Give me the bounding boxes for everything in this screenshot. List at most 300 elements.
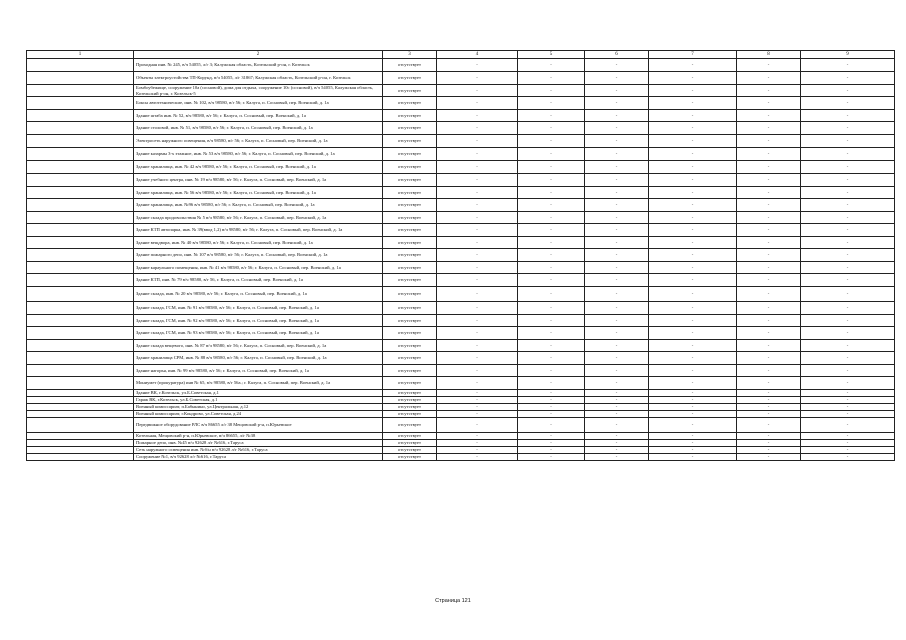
dash-cell: - xyxy=(585,85,649,97)
dash-cell: - xyxy=(649,148,737,161)
object-description: Здание склада, инв. № 20 в/ч 98580, в/г 56; г. Калуга, п. Сосновый, пер. Военский, д. 1а xyxy=(134,287,383,302)
dash-cell: - xyxy=(518,97,585,110)
dash-cell: - xyxy=(518,352,585,365)
dash-cell: - xyxy=(518,122,585,135)
column-header: 6 xyxy=(585,51,649,59)
dash-cell: - xyxy=(649,174,737,187)
dash-cell: - xyxy=(801,440,895,447)
dash-cell: - xyxy=(649,135,737,148)
table-row xyxy=(27,390,895,397)
table-row xyxy=(27,85,895,97)
dash-cell: - xyxy=(437,199,518,212)
column-header: 3 xyxy=(383,51,437,59)
object-description: Здание КТП, инв. № 79 в/ч 98580, в/г 56, г. Калуга, п. Сосновый, пер. Военский, д. 1а xyxy=(134,274,383,287)
dash-cell: - xyxy=(518,110,585,122)
dash-cell: - xyxy=(737,212,801,224)
table-row xyxy=(27,212,895,224)
dash-cell: - xyxy=(649,365,737,377)
dash-cell: - xyxy=(649,237,737,249)
dash-cell: - xyxy=(437,377,518,390)
dash-cell: - xyxy=(649,377,737,390)
table-row xyxy=(27,340,895,352)
dash-cell: - xyxy=(518,224,585,237)
table-row xyxy=(27,315,895,327)
dash-cell: - xyxy=(649,454,737,461)
dash-cell: - xyxy=(801,454,895,461)
table-row xyxy=(27,224,895,237)
dash-cell: - xyxy=(518,72,585,85)
dash-cell: - xyxy=(585,327,649,340)
dash-cell: - xyxy=(518,199,585,212)
dash-cell: - xyxy=(737,97,801,110)
status-cell: отсутствует xyxy=(383,85,437,97)
dash-cell: - xyxy=(801,327,895,340)
row-number-cell xyxy=(27,237,134,249)
dash-cell: - xyxy=(585,340,649,352)
dash-cell: - xyxy=(585,262,649,274)
dash-cell: - xyxy=(737,72,801,85)
status-cell: отсутствует xyxy=(383,390,437,397)
dash-cell: - xyxy=(585,404,649,411)
dash-cell: - xyxy=(518,212,585,224)
status-cell: отсутствует xyxy=(383,224,437,237)
dash-cell: - xyxy=(437,274,518,287)
row-number-cell xyxy=(27,122,134,135)
dash-cell: - xyxy=(801,287,895,302)
row-number-cell xyxy=(27,418,134,433)
status-cell: отсутствует xyxy=(383,377,437,390)
dash-cell: - xyxy=(801,237,895,249)
dash-cell: - xyxy=(585,110,649,122)
dash-cell: - xyxy=(737,440,801,447)
dash-cell: - xyxy=(649,161,737,174)
dash-cell: - xyxy=(518,404,585,411)
row-number-cell xyxy=(27,365,134,377)
dash-cell: - xyxy=(649,418,737,433)
dash-cell: - xyxy=(801,433,895,440)
dash-cell: - xyxy=(437,72,518,85)
dash-cell: - xyxy=(585,148,649,161)
column-header: 1 xyxy=(27,51,134,59)
dash-cell: - xyxy=(585,72,649,85)
status-cell: отсутствует xyxy=(383,352,437,365)
dash-cell: - xyxy=(585,59,649,72)
object-description: Здание хранилища СРМ, инв. № 88 в/ч 98580, в/г 56; г. Калуга, п. Сосновый, пер. Военский, д. 1а xyxy=(134,352,383,365)
table-row xyxy=(27,122,895,135)
dash-cell: - xyxy=(437,440,518,447)
dash-cell: - xyxy=(737,397,801,404)
row-number-cell xyxy=(27,212,134,224)
object-description: Гараж ВК, г.Козельск, ул.Б.Советская, д.1 xyxy=(134,397,383,404)
dash-cell: - xyxy=(437,174,518,187)
dash-cell: - xyxy=(737,148,801,161)
object-description: Сеть наружного освещения инв. №б/н в/ч 92628 л/г №616, г.Таруса xyxy=(134,447,383,454)
dash-cell: - xyxy=(737,418,801,433)
dash-cell: - xyxy=(737,454,801,461)
row-number-cell xyxy=(27,447,134,454)
row-number-cell xyxy=(27,454,134,461)
dash-cell: - xyxy=(437,454,518,461)
status-cell: отсутствует xyxy=(383,249,437,262)
dash-cell: - xyxy=(649,85,737,97)
object-description: Объекты электроустойства ТП-Корунд, в/ч 54055, л/г 31867; Калужская область, Козельский р-он, г. Козельск xyxy=(134,72,383,85)
dash-cell: - xyxy=(649,187,737,199)
status-cell: отсутствует xyxy=(383,433,437,440)
dash-cell: - xyxy=(437,262,518,274)
dash-cell: - xyxy=(801,411,895,418)
dash-cell: - xyxy=(649,433,737,440)
dash-cell: - xyxy=(585,161,649,174)
object-description: Военный комиссариат, г.Кондрово, ул.Советская, д.24 xyxy=(134,411,383,418)
table-row xyxy=(27,433,895,440)
row-number-cell xyxy=(27,404,134,411)
dash-cell: - xyxy=(801,418,895,433)
table-row xyxy=(27,187,895,199)
status-cell: отсутствует xyxy=(383,440,437,447)
dash-cell: - xyxy=(437,249,518,262)
status-cell: отсутствует xyxy=(383,315,437,327)
dash-cell: - xyxy=(801,174,895,187)
dash-cell: - xyxy=(801,352,895,365)
table-row xyxy=(27,365,895,377)
status-cell: отсутствует xyxy=(383,327,437,340)
object-description: Здание пожарного депо, инв. № 107 в/ч 98580, в/г 56; г. Калуга, п. Сосновый, пер. Военский, д. 1а xyxy=(134,249,383,262)
dash-cell: - xyxy=(437,340,518,352)
dash-cell: - xyxy=(801,110,895,122)
status-cell: отсутствует xyxy=(383,161,437,174)
dash-cell: - xyxy=(737,199,801,212)
table-row xyxy=(27,397,895,404)
row-number-cell xyxy=(27,224,134,237)
dash-cell: - xyxy=(437,148,518,161)
dash-cell: - xyxy=(437,212,518,224)
row-number-cell xyxy=(27,390,134,397)
table-row xyxy=(27,148,895,161)
object-description: Здание учебного центра, инв. № 19 в/ч 98580, в/г 56; г. Калуга, п. Сосновый, пер. Военский, д. 1а xyxy=(134,174,383,187)
table-row xyxy=(27,411,895,418)
table-row xyxy=(27,274,895,287)
dash-cell: - xyxy=(801,212,895,224)
dash-cell: - xyxy=(801,274,895,287)
dash-cell: - xyxy=(737,287,801,302)
dash-cell: - xyxy=(585,122,649,135)
dash-cell: - xyxy=(518,315,585,327)
status-cell: отсутствует xyxy=(383,397,437,404)
object-description: Здание караульного помещения, инв. № 41 в/ч 98580, в/г 56; г. Калуга, п. Сосновый, пер. Военский, д. 1а xyxy=(134,262,383,274)
status-cell: отсутствует xyxy=(383,262,437,274)
dash-cell: - xyxy=(737,315,801,327)
dash-cell: - xyxy=(801,85,895,97)
dash-cell: - xyxy=(437,302,518,315)
dash-cell: - xyxy=(585,224,649,237)
dash-cell: - xyxy=(737,352,801,365)
column-header: 5 xyxy=(518,51,585,59)
object-description: Котельная, Мещовский р-н, п.Юрьевское, в/ч 86655, л/г №38 xyxy=(134,433,383,440)
dash-cell: - xyxy=(649,72,737,85)
object-description: Сооружение №1, в/ч 92628 л/г №616, г.Таруса xyxy=(134,454,383,461)
dash-cell: - xyxy=(585,287,649,302)
status-cell: отсутствует xyxy=(383,454,437,461)
dash-cell: - xyxy=(437,187,518,199)
dash-cell: - xyxy=(649,97,737,110)
dash-cell: - xyxy=(437,97,518,110)
object-description: Военный комиссариат, п.Бабынино, ул.Центральная, д.12 xyxy=(134,404,383,411)
status-cell: отсутствует xyxy=(383,187,437,199)
dash-cell: - xyxy=(437,122,518,135)
row-number-cell xyxy=(27,433,134,440)
status-cell: отсутствует xyxy=(383,237,437,249)
dash-cell: - xyxy=(737,327,801,340)
table-row xyxy=(27,262,895,274)
dash-cell: - xyxy=(437,135,518,148)
dash-cell: - xyxy=(585,397,649,404)
dash-cell: - xyxy=(801,390,895,397)
dash-cell: - xyxy=(518,418,585,433)
dash-cell: - xyxy=(801,377,895,390)
dash-cell: - xyxy=(737,135,801,148)
row-number-cell xyxy=(27,287,134,302)
column-header: 9 xyxy=(801,51,895,59)
dash-cell: - xyxy=(801,97,895,110)
status-cell: отсутствует xyxy=(383,404,437,411)
dash-cell: - xyxy=(801,161,895,174)
dash-cell: - xyxy=(737,187,801,199)
table-row xyxy=(27,302,895,315)
object-description: Электросеть наружного освещения, в/ч 98580, в/г 56; г. Калуга, п. Сосновый, пер. Военский, д. 1а xyxy=(134,135,383,148)
dash-cell: - xyxy=(518,433,585,440)
object-description: Здание вещдвора, инв. № 40 в/ч 98580, в/г 56; г. Калуга, п. Сосновый, пер. Военский, д. 1а xyxy=(134,237,383,249)
dash-cell: - xyxy=(518,287,585,302)
row-number-cell xyxy=(27,59,134,72)
dash-cell: - xyxy=(585,365,649,377)
table-row xyxy=(27,352,895,365)
status-cell: отсутствует xyxy=(383,148,437,161)
dash-cell: - xyxy=(737,404,801,411)
row-number-cell xyxy=(27,72,134,85)
status-cell: отсутствует xyxy=(383,287,437,302)
dash-cell: - xyxy=(649,59,737,72)
status-cell: отсутствует xyxy=(383,418,437,433)
dash-cell: - xyxy=(801,447,895,454)
dash-cell: - xyxy=(585,199,649,212)
status-cell: отсутствует xyxy=(383,411,437,418)
dash-cell: - xyxy=(437,110,518,122)
status-cell: отсутствует xyxy=(383,135,437,148)
dash-cell: - xyxy=(649,411,737,418)
dash-cell: - xyxy=(801,397,895,404)
row-number-cell xyxy=(27,249,134,262)
dash-cell: - xyxy=(649,274,737,287)
row-number-cell xyxy=(27,161,134,174)
dash-cell: - xyxy=(585,418,649,433)
dash-cell: - xyxy=(649,199,737,212)
dash-cell: - xyxy=(585,249,649,262)
dash-cell: - xyxy=(801,340,895,352)
object-description: Мониумет (прокуратура) инв № 65, в/ч 98580, в/г 56а.; г. Калуга, п. Сосновый, пер. Военский, д. 1а xyxy=(134,377,383,390)
dash-cell: - xyxy=(518,237,585,249)
dash-cell: - xyxy=(737,161,801,174)
column-header: 4 xyxy=(437,51,518,59)
dash-cell: - xyxy=(801,315,895,327)
dash-cell: - xyxy=(801,59,895,72)
table-row xyxy=(27,72,895,85)
dash-cell: - xyxy=(649,302,737,315)
dash-cell: - xyxy=(737,110,801,122)
row-number-cell xyxy=(27,302,134,315)
table-row xyxy=(27,440,895,447)
dash-cell: - xyxy=(649,212,737,224)
dash-cell: - xyxy=(649,340,737,352)
status-cell: отсутствует xyxy=(383,340,437,352)
row-number-cell xyxy=(27,327,134,340)
table-row xyxy=(27,135,895,148)
table-row xyxy=(27,249,895,262)
dash-cell: - xyxy=(518,365,585,377)
dash-cell: - xyxy=(585,390,649,397)
dash-cell: - xyxy=(518,59,585,72)
table-row xyxy=(27,377,895,390)
table-row xyxy=(27,199,895,212)
dash-cell: - xyxy=(437,161,518,174)
row-number-cell xyxy=(27,97,134,110)
dash-cell: - xyxy=(649,262,737,274)
dash-cell: - xyxy=(737,122,801,135)
dash-cell: - xyxy=(518,340,585,352)
dash-cell: - xyxy=(585,454,649,461)
dash-cell: - xyxy=(737,237,801,249)
status-cell: отсутствует xyxy=(383,110,437,122)
dash-cell: - xyxy=(585,135,649,148)
column-header: 7 xyxy=(649,51,737,59)
dash-cell: - xyxy=(801,122,895,135)
dash-cell: - xyxy=(437,85,518,97)
row-number-cell xyxy=(27,262,134,274)
register-table xyxy=(26,50,895,461)
status-cell: отсутствует xyxy=(383,274,437,287)
dash-cell: - xyxy=(801,302,895,315)
dash-cell: - xyxy=(518,411,585,418)
dash-cell: - xyxy=(585,274,649,287)
dash-cell: - xyxy=(437,411,518,418)
object-description: Здание столовой, инв. № 51, в/ч 98580, в/г 56; г. Калуга, п. Сосновый, пер. Военский, д. 1а xyxy=(134,122,383,135)
table-row xyxy=(27,174,895,187)
dash-cell: - xyxy=(801,404,895,411)
table-row xyxy=(27,447,895,454)
column-header: 8 xyxy=(737,51,801,59)
header-row xyxy=(27,51,895,59)
dash-cell: - xyxy=(518,161,585,174)
table-row xyxy=(27,327,895,340)
object-description: Здание склада вещевого, инв. № 87 в/ч 98580, в/г 56; г. Калуга, п. Сосновый, пер. Военский, д. 1а xyxy=(134,340,383,352)
dash-cell: - xyxy=(649,397,737,404)
status-cell: отсутствует xyxy=(383,122,437,135)
dash-cell: - xyxy=(801,187,895,199)
dash-cell: - xyxy=(737,390,801,397)
object-description: Здание склада продовольствия № 5 в/ч 98580, в/г 56; г. Калуга, п. Сосновый, пер. Военский, д. 1а xyxy=(134,212,383,224)
dash-cell: - xyxy=(585,315,649,327)
dash-cell: - xyxy=(585,440,649,447)
dash-cell: - xyxy=(518,249,585,262)
object-description: Боксы автотехнические, инв. № 102, в/ч 98580, в/г 56; г. Калуга, п. Сосновый, пер. Военский, д. 1а xyxy=(134,97,383,110)
object-description: Здание хранилища, инв. №96 в/ч 98580, в/г 56; г. Калуга, п. Сосновый, пер. Военский, д. 1а xyxy=(134,199,383,212)
dash-cell: - xyxy=(518,447,585,454)
dash-cell: - xyxy=(737,224,801,237)
dash-cell: - xyxy=(737,377,801,390)
dash-cell: - xyxy=(649,224,737,237)
dash-cell: - xyxy=(437,418,518,433)
row-number-cell xyxy=(27,352,134,365)
dash-cell: - xyxy=(737,411,801,418)
page-footer: Страница 121 xyxy=(435,598,471,604)
dash-cell: - xyxy=(437,447,518,454)
dash-cell: - xyxy=(585,411,649,418)
dash-cell: - xyxy=(649,390,737,397)
object-description: Здание склада, ГСМ, инв. № 92 в/ч 98580, в/г 56; г. Калуга, п. Сосновый, пер. Военский, д. 1а xyxy=(134,315,383,327)
object-description: Здание склада, ГСМ, инв. № 91 в/ч 98580, в/г 56; г. Калуга, п. Сосновый, пер. Военский, д. 1а xyxy=(134,302,383,315)
dash-cell: - xyxy=(585,237,649,249)
row-number-cell xyxy=(27,340,134,352)
dash-cell: - xyxy=(801,249,895,262)
dash-cell: - xyxy=(801,262,895,274)
table-body xyxy=(27,51,895,461)
table-row xyxy=(27,97,895,110)
row-number-cell xyxy=(27,397,134,404)
object-description: Здание хранилища, инв. № 42 в/ч 98580, в/г 56; г. Калуга, п. Сосновый, пер. Военский, д. 1а xyxy=(134,161,383,174)
table-row xyxy=(27,454,895,461)
object-description: Пожарное депо, инв. №45 в/ч 92628 л/г №616, г.Таруса xyxy=(134,440,383,447)
table-row xyxy=(27,59,895,72)
status-cell: отсутствует xyxy=(383,447,437,454)
dash-cell: - xyxy=(737,59,801,72)
object-description: Проходная инв. № 245, в/ч 54055, л/г 3; Калужская область, Козельский р-он, г. Козельск xyxy=(134,59,383,72)
dash-cell: - xyxy=(649,327,737,340)
dash-cell: - xyxy=(437,287,518,302)
row-number-cell xyxy=(27,440,134,447)
row-number-cell xyxy=(27,187,134,199)
dash-cell: - xyxy=(437,404,518,411)
dash-cell: - xyxy=(437,433,518,440)
dash-cell: - xyxy=(585,187,649,199)
dash-cell: - xyxy=(737,274,801,287)
dash-cell: - xyxy=(649,352,737,365)
dash-cell: - xyxy=(518,187,585,199)
dash-cell: - xyxy=(649,249,737,262)
status-cell: отсутствует xyxy=(383,72,437,85)
object-description: Здание штаба инв. № 52, в/ч 98580, в/г 56; г. Калуга, п. Сосновый, пер. Военский, д. 1а xyxy=(134,110,383,122)
dash-cell: - xyxy=(801,365,895,377)
object-description: Здание ВК, г.Козельск, ул.Б.Советская, д.1 xyxy=(134,390,383,397)
object-description: Здание склада, ГСМ, инв. № 93 в/ч 98580, в/г 56; г. Калуга, п. Сосновый, пер. Военский, д. 1а xyxy=(134,327,383,340)
status-cell: отсутствует xyxy=(383,365,437,377)
dash-cell: - xyxy=(737,433,801,440)
dash-cell: - xyxy=(585,174,649,187)
dash-cell: - xyxy=(585,447,649,454)
table-row xyxy=(27,404,895,411)
dash-cell: - xyxy=(518,440,585,447)
row-number-cell xyxy=(27,135,134,148)
row-number-cell xyxy=(27,199,134,212)
dash-cell: - xyxy=(801,224,895,237)
document-sheet xyxy=(26,50,894,461)
column-header: 2 xyxy=(134,51,383,59)
dash-cell: - xyxy=(737,302,801,315)
dash-cell: - xyxy=(518,274,585,287)
row-number-cell xyxy=(27,274,134,287)
row-number-cell xyxy=(27,377,134,390)
status-cell: отсутствует xyxy=(383,199,437,212)
dash-cell: - xyxy=(737,365,801,377)
table-row xyxy=(27,418,895,433)
